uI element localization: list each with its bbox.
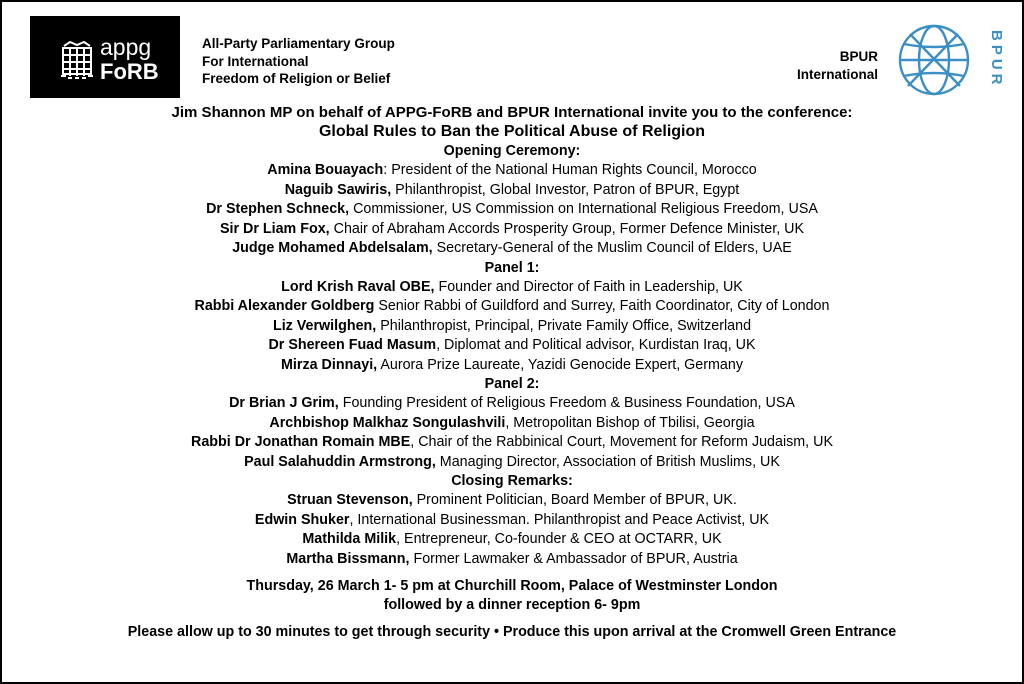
- speaker-name: Archbishop Malkhaz Songulashvili: [269, 414, 506, 431]
- speaker-line: [2, 161, 1022, 181]
- speaker-desc: Philanthropist, Global Investor, Patron of BPUR, Egypt: [391, 181, 740, 198]
- speaker-name: Naguib Sawiris,: [284, 181, 392, 198]
- speaker-name: Edwin Shuker: [254, 511, 350, 528]
- speaker-line: [2, 278, 1022, 298]
- org-right-line: International: [796, 67, 878, 82]
- speaker-desc: Aurora Prize Laureate, Yazidi Genocide Expert, Germany: [377, 356, 743, 373]
- speaker-line: [2, 239, 1022, 259]
- speaker-name: Dr Stephen Schneck,: [206, 201, 350, 217]
- section-title-opening: Opening Ceremony:: [443, 143, 581, 159]
- speaker-name: Struan Stevenson,: [287, 492, 413, 508]
- intro-line: Jim Shannon MP on behalf of APPG-FoRB and BPUR International invite you to the conference:: [171, 104, 853, 121]
- speaker-name: Mirza Dinnayi,: [281, 356, 378, 373]
- speaker-desc: Founding President of Religious Freedom & Business Foundation, USA: [338, 395, 795, 411]
- section-title-panel-1: Panel 1:: [484, 259, 540, 276]
- speaker-line: [2, 530, 1022, 550]
- org-left-line: All-Party Parliamentary Group: [202, 36, 395, 51]
- speaker-desc: : President of the National Human Rights Council, Morocco: [383, 162, 757, 178]
- speaker-name: Lord Krish Raval OBE,: [281, 278, 435, 295]
- speaker-desc: Philanthropist, Principal, Private Family Office, Switzerland: [376, 317, 752, 334]
- speaker-name: Rabbi Alexander Goldberg: [194, 298, 375, 314]
- speaker-name: Sir Dr Liam Fox,: [220, 220, 330, 237]
- invitation-body: [2, 103, 1022, 642]
- speaker-line: [2, 181, 1022, 201]
- org-left-line: For International: [202, 53, 309, 69]
- speaker-desc: Former Lawmaker & Ambassador of BPUR, Austria: [409, 550, 738, 567]
- bpur-vertical-text: BPUR: [988, 30, 1005, 89]
- speaker-desc: , International Businessman. Philanthropist and Peace Activist, UK: [349, 511, 770, 528]
- speaker-name: Liz Verwilghen,: [272, 317, 377, 334]
- speaker-desc: , Chair of the Rabbinical Court, Movement for Reform Judaism, UK: [410, 434, 833, 450]
- speaker-desc: , Diplomat and Political advisor, Kurdistan Iraq, UK: [436, 337, 756, 353]
- speaker-name: Paul Salahuddin Armstrong,: [244, 453, 436, 470]
- speaker-name: Dr Brian J Grim,: [229, 395, 339, 411]
- speaker-line: [2, 317, 1022, 337]
- org-right-line: BPUR: [839, 49, 878, 64]
- speaker-name: Dr Shereen Fuad Masum: [268, 337, 437, 353]
- speaker-line: [2, 414, 1022, 434]
- speaker-desc: Founder and Director of Faith in Leadership, UK: [434, 278, 743, 295]
- speaker-line: [2, 297, 1022, 317]
- speaker-desc: Managing Director, Association of British Muslims, UK: [435, 453, 780, 470]
- speaker-desc: Commissioner, US Commission on International Religious Freedom, USA: [349, 201, 818, 217]
- speaker-desc: , Entrepreneur, Co-founder & CEO at OCTARR, UK: [396, 531, 722, 547]
- portcullis-icon: [60, 40, 94, 80]
- speaker-line: [2, 491, 1022, 511]
- event-when-where: Thursday, 26 March 1- 5 pm at Churchill Room, Palace of Westminster London: [246, 578, 778, 594]
- bpur-globe-logo: [894, 20, 1012, 100]
- conference-title: Global Rules to Ban the Political Abuse of Religion: [318, 123, 706, 140]
- speaker-line: [2, 356, 1022, 376]
- logo-appg-text: appg: [100, 34, 152, 60]
- speaker-line: [2, 394, 1022, 414]
- event-followup: followed by a dinner reception 6- 9pm: [383, 597, 641, 613]
- speaker-line: [2, 200, 1022, 220]
- speaker-desc: , Metropolitan Bishop of Tbilisi, Georgia: [505, 414, 755, 431]
- speaker-desc: Chair of Abraham Accords Prosperity Group, Former Defence Minister, UK: [329, 220, 804, 237]
- org-right-name: [797, 48, 878, 84]
- speaker-line: [2, 336, 1022, 356]
- security-notice: Please allow up to 30 minutes to get through security • Produce this upon arrival at the Cromwell Green Entrance: [127, 624, 897, 640]
- speaker-name: Martha Bissmann,: [286, 550, 410, 567]
- org-left-line: Freedom of Religion or Belief: [202, 71, 391, 86]
- speaker-line: [2, 453, 1022, 473]
- appg-forb-logo: [30, 16, 180, 98]
- speaker-line: [2, 433, 1022, 453]
- speaker-line: [2, 511, 1022, 531]
- speaker-desc: Prominent Politician, Board Member of BPUR, UK.: [412, 492, 737, 508]
- section-title-panel-2: Panel 2:: [484, 376, 540, 392]
- speaker-line: [2, 550, 1022, 570]
- speaker-name: Amina Bouayach: [267, 162, 384, 178]
- speaker-desc: Secretary-General of the Muslim Council of Elders, UAE: [432, 240, 792, 256]
- speaker-line: [2, 220, 1022, 240]
- section-title-closing: Closing Remarks:: [451, 473, 573, 489]
- speaker-name: Rabbi Dr Jonathan Romain MBE: [191, 434, 411, 450]
- speaker-name: Judge Mohamed Abdelsalam,: [232, 240, 433, 256]
- speaker-name: Mathilda Milik: [302, 531, 397, 547]
- speaker-desc: Senior Rabbi of Guildford and Surrey, Faith Coordinator, City of London: [374, 298, 830, 314]
- logo-forb-text: FoRB: [100, 59, 159, 84]
- org-left-name: [202, 35, 395, 88]
